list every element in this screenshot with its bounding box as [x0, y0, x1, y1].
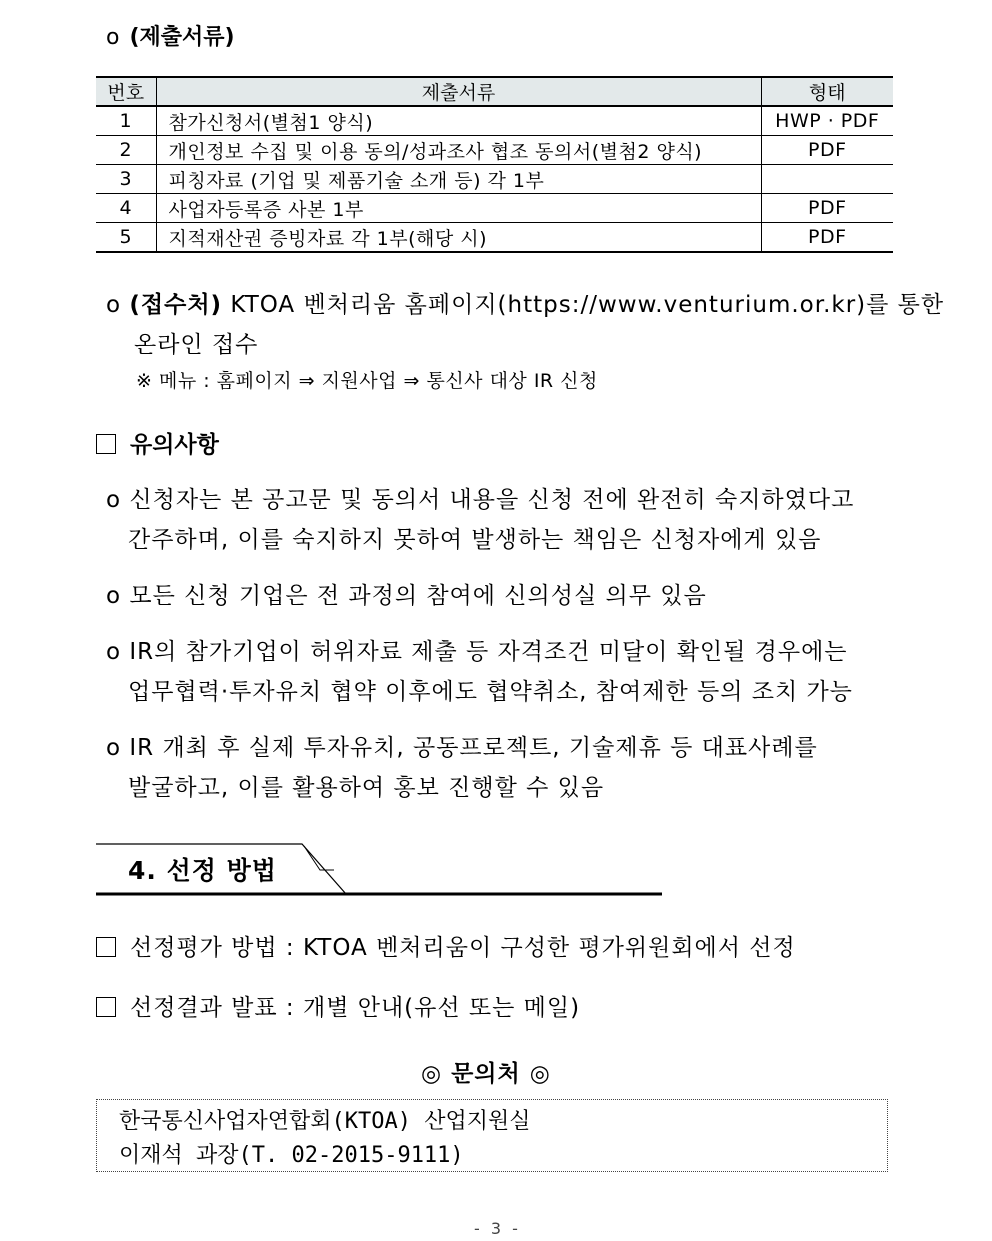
table-row — [96, 194, 893, 223]
reception-line-1 — [106, 286, 944, 319]
notes-item-1-line-2: 간주하며, 이를 숙지하지 못하여 발생하는 책임은 신청자에게 있음 — [128, 527, 822, 553]
cell-format: HWP · PDF — [761, 106, 893, 136]
contact-heading: ◎ 문의처 ◎ — [421, 1061, 551, 1087]
bullet: o — [106, 583, 122, 609]
cell-no: 3 — [96, 165, 156, 194]
cell-format — [761, 165, 893, 194]
reception-menu-note: ※ 메뉴 : 홈페이지 ⇒ 지원사업 ⇒ 통신사 대상 IR 신청 — [136, 370, 598, 392]
cell-document: 사업자등록증 사본 1부 — [156, 194, 761, 223]
cell-no: 4 — [96, 194, 156, 223]
table-row — [96, 165, 893, 194]
cell-format: PDF — [761, 194, 893, 223]
table-header-row — [96, 77, 893, 106]
selection-method-text: 선정평가 방법 : KTOA 벤처리움이 구성한 평가위원회에서 선정 — [130, 935, 796, 961]
contact-org: 한국통신사업자연합회(KTOA) 산업지원실 — [119, 1109, 531, 1134]
notes-item-1-line-1 — [106, 481, 854, 514]
cell-format: PDF — [761, 223, 893, 253]
table-row — [96, 136, 893, 165]
table-row — [96, 106, 893, 136]
bullet: o — [106, 487, 122, 513]
contact-person: 이재석 과장(T. 02-2015-9111) — [119, 1143, 464, 1168]
cell-format: PDF — [761, 136, 893, 165]
bullet: o — [106, 639, 122, 665]
selection-method-item — [96, 929, 796, 962]
cell-document: 지적재산권 증빙자료 각 1부(해당 시) — [156, 223, 761, 253]
reception-label: (접수처) — [129, 292, 223, 318]
header-format: 형태 — [761, 77, 893, 106]
selection-result-item — [96, 989, 580, 1022]
notes-item-3-line-1 — [106, 633, 848, 666]
submission-docs-table — [96, 76, 893, 253]
header-document: 제출서류 — [156, 77, 761, 106]
cell-no: 1 — [119, 110, 133, 132]
page-number: - 3 - — [474, 1219, 521, 1238]
reception-line-2: 온라인 접수 — [134, 332, 259, 358]
cell-document: 참가신청서(별첨1 양식) — [156, 106, 761, 136]
table-row — [96, 223, 893, 253]
selection-result-text: 선정결과 발표 : 개별 안내(유선 또는 메일) — [130, 995, 581, 1021]
bullet: o — [106, 735, 122, 761]
checkbox-square-icon — [96, 937, 116, 957]
notes-item-4-line-2: 발굴하고, 이를 활용하여 홍보 진행할 수 있음 — [128, 775, 605, 801]
notes-item-text: 신청자는 본 공고문 및 동의서 내용을 신청 전에 완전히 숙지하였다고 — [129, 487, 855, 513]
heading-text: (제출서류) — [129, 25, 235, 50]
bullet: o — [106, 292, 122, 318]
section-4-title: 4. 선정 방법 — [128, 856, 277, 885]
reception-text: KTOA 벤처리움 홈페이지(https://www.venturium.or.kr)를 통한 — [230, 292, 945, 318]
notes-item-text: 모든 신청 기업은 전 과정의 참여에 신의성실 의무 있음 — [129, 583, 707, 609]
notes-item-4-line-1 — [106, 729, 818, 762]
submission-docs-heading — [106, 20, 235, 51]
cell-no: 2 — [96, 136, 156, 165]
cell-no: 5 — [96, 223, 156, 253]
checkbox-square-icon — [96, 434, 116, 454]
notes-section-heading — [96, 426, 219, 459]
bullet: o — [106, 25, 120, 50]
cell-document: 개인정보 수집 및 이용 동의/성과조사 협조 동의서(별첨2 양식) — [156, 136, 761, 165]
notes-item-text: IR의 참가기업이 허위자료 제출 등 자격조건 미달이 확인될 경우에는 — [129, 639, 848, 665]
notes-section-title: 유의사항 — [130, 432, 219, 458]
notes-item-3-line-2: 업무협력·투자유치 협약 이후에도 협약취소, 참여제한 등의 조치 가능 — [128, 679, 853, 705]
contact-box — [96, 1099, 888, 1172]
header-no: 번호 — [96, 77, 156, 106]
cell-document: 피칭자료 (기업 및 제품기술 소개 등) 각 1부 — [156, 165, 761, 194]
checkbox-square-icon — [96, 997, 116, 1017]
notes-item-2-line-1 — [106, 577, 707, 610]
notes-item-text: IR 개최 후 실제 투자유치, 공동프로젝트, 기술제휴 등 대표사례를 — [129, 735, 818, 761]
